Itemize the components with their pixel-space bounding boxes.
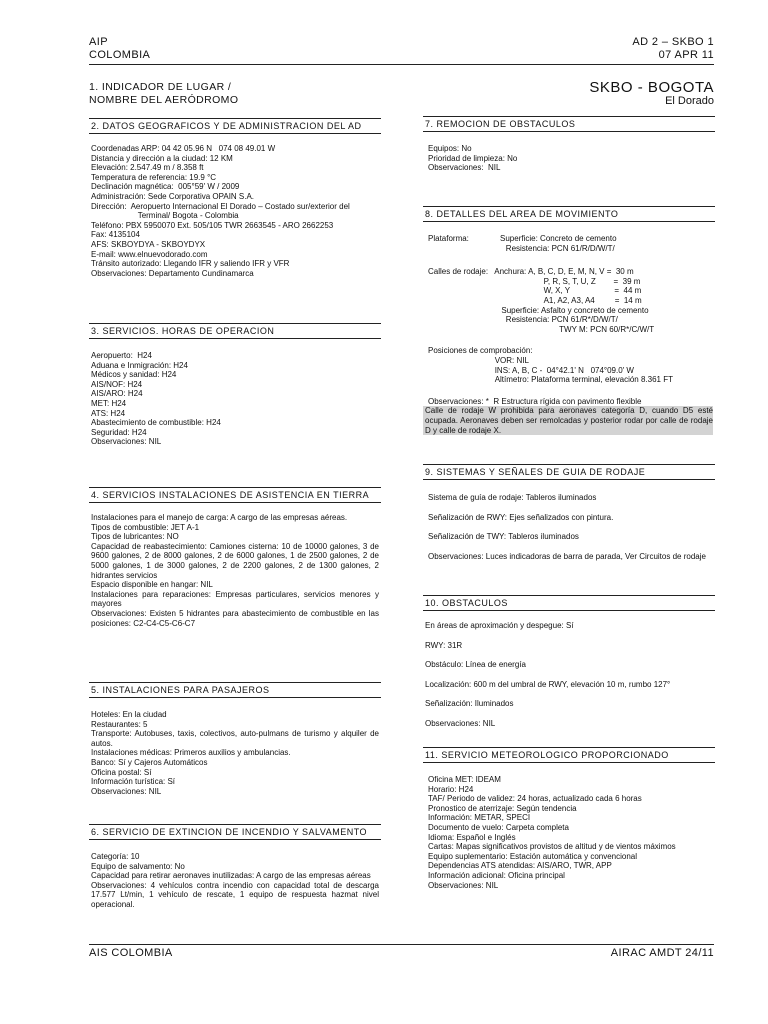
supplementary-equipment: Equipo suplementario: Estación automática y convencional	[428, 851, 638, 861]
section-9-title: 9. SISTEMAS Y SEÑALES DE GUIA DE RODAJE	[423, 464, 715, 480]
section-6	[89, 824, 381, 910]
section-5-remarks: Observaciones: NIL	[91, 786, 162, 796]
section-7	[423, 116, 715, 173]
section-4-title: 4. SERVICIOS INSTALACIONES DE ASISTENCIA EN TIERRA	[89, 487, 381, 503]
obstacle-location: Localización: 600 m del umbral de RWY, elevación 10 m, rumbo 127°	[425, 679, 671, 689]
section-8-remarks: Observaciones: * R Estructura rígida con pavimento flexible	[428, 396, 642, 406]
taxiway-m-strength: TWY M: PCN 60/R*/C/W/T	[428, 324, 655, 334]
footer-left: AIS COLOMBIA	[89, 947, 173, 959]
footer-rule	[89, 944, 714, 945]
section-9-remarks: Observaciones: Luces indicadoras de barra de parada, Ver Circuitos de rodaje	[428, 551, 706, 561]
section-2-title: 2. DATOS GEOGRAFICOS Y DE ADMINISTRACION DEL AD	[89, 118, 381, 134]
afs: AFS: SKBOYDYA - SKBOYDYX	[91, 239, 206, 249]
section-3-title: 3. SERVICIOS. HORAS DE OPERACION	[89, 323, 381, 339]
hangar-space: Espacio disponible en hangar: NIL	[91, 580, 213, 590]
cargo-handling: Instalaciones para el manejo de carga: A cargo de las empresas aéreas.	[91, 513, 348, 522]
rwy-markings: Señalización de RWY: Ejes señalizados con pintura.	[428, 512, 614, 522]
aerodrome-code: SKBO - BOGOTA	[589, 79, 714, 96]
header-left	[89, 36, 150, 62]
met-office: Oficina MET: IDEAM	[428, 775, 501, 784]
telephone: Teléfono: PBX 5950070 Ext. 505/105 TWR 2663545 - ARO 2662253	[91, 220, 334, 230]
section-7-remarks: Observaciones: NIL	[428, 163, 501, 173]
section-5-title: 5. INSTALACIONES PARA PASAJEROS	[89, 682, 381, 698]
section-11-body	[423, 763, 715, 890]
aerodrome-name: El Dorado	[665, 95, 714, 107]
apron-surface: Plataforma: Superficie: Concreto de cemento	[428, 234, 617, 243]
section-8-title: 8. DETALLES DEL AREA DE MOVIMIENTO	[423, 206, 715, 222]
location-indicator-heading	[89, 81, 238, 107]
hours-ais-nof: AIS/NOF: H24	[91, 379, 143, 389]
magnetic-declination: Declinación magnética: 005°59' W / 2009	[91, 182, 240, 192]
hours-medical: Médicos y sanidad: H24	[91, 370, 177, 380]
header-aip: AIP	[89, 36, 108, 48]
section-5-body	[89, 698, 381, 796]
approach-obstacles: En áreas de aproximación y despegue: Sí	[425, 621, 574, 630]
address-line2: Terminal/ Bogota - Colombia	[91, 211, 239, 221]
taxiway-w-restriction: Calle de rodaje W prohibida para aeronaves categoría D, cuando D5 esté ocupada. Aeronaves deben ser remolcadas y posterior rodar por calle de rodaje D y calle de rodaje X.	[425, 406, 716, 435]
section-11-title: 11. SERVICIO METEOROLOGICO PROPORCIONADO	[423, 747, 715, 763]
elevation: Elevación: 2.547.49 m / 8.358 ft	[91, 163, 204, 173]
aircraft-removal: Capacidad para retirar aeronaves inutilizadas: A cargo de las empresas aéreas	[91, 871, 371, 881]
location-indicator-line2: NOMBRE DEL AERÓDROMO	[89, 94, 239, 106]
section-4-remarks: Observaciones: Existen 5 hidrantes para abastecimiento de combustible en las posiciones: C2-C4-C5-C6-C7	[91, 608, 382, 628]
obstacle-marking: Señalización: Iluminados	[425, 699, 514, 709]
rescue-equipment: Equipo de salvamento: No	[91, 861, 185, 871]
taxi-guidance: Sistema de guía de rodaje: Tableros iluminados	[428, 493, 597, 502]
hours-met: MET: H24	[91, 398, 127, 408]
section-9	[423, 464, 715, 561]
cleaning-priority: Prioridad de limpieza: No	[428, 153, 518, 163]
taxiway-width-2: P, R, S, T, U, Z = 39 m	[428, 276, 641, 286]
ats-units-served: Dependencias ATS atendidas: AIS/ARO, TWR, APP	[428, 861, 612, 871]
section-10-title: 10. OBSTACULOS	[423, 595, 715, 611]
repair-facilities: Instalaciones para reparaciones: Empresas particulares, servicios menores y mayores	[91, 589, 382, 609]
section-7-body	[423, 132, 715, 173]
section-10	[423, 595, 715, 729]
checkpoints-heading: Posiciones de comprobación:	[428, 346, 533, 356]
section-10-body	[423, 611, 715, 729]
twy-markings: Señalización de TWY: Tableros iluminados	[428, 532, 579, 542]
section-4	[89, 487, 381, 628]
hours-airport: Aeropuerto: H24	[91, 351, 152, 360]
flight-documentation: Documento de vuelo: Carpeta completa	[428, 822, 569, 832]
bank: Banco: Sí y Cajeros Automáticos	[91, 757, 208, 767]
section-10-remarks: Observaciones: NIL	[425, 718, 496, 728]
email: E-mail: www.elnuevodorado.com	[91, 249, 208, 259]
obstacle-rwy: RWY: 31R	[425, 640, 463, 650]
obstacle-type: Obstáculo: Línea de energía	[425, 660, 526, 670]
taxiway-surface: Superficie: Asfalto y concreto de cemento	[428, 305, 649, 315]
checkpoint-ins: INS: A, B, C - 04°42.1' N 074°09.0' W	[428, 365, 634, 375]
header-rule	[89, 64, 714, 65]
arp-coordinates: Coordenadas ARP: 04 42 05.96 N 074 08 49.01 W	[91, 144, 276, 153]
lubricant-types: Tipos de lubricantes: NO	[91, 532, 179, 542]
additional-info: Información adicional: Oficina principal	[428, 870, 565, 880]
section-11	[423, 747, 715, 890]
header-right	[632, 36, 714, 62]
restaurants: Restaurantes: 5	[91, 719, 148, 729]
checkpoint-altimeter: Altímetro: Plataforma terminal, elevación 8.361 FT	[428, 375, 673, 385]
post-office: Oficina postal: Sí	[91, 767, 152, 777]
landing-forecast: Pronostico de aterrizaje: Según tendencia	[428, 803, 577, 813]
tourist-info: Información turística: Sí	[91, 777, 176, 787]
section-9-body	[423, 480, 715, 561]
fax: Fax: 4135104	[91, 230, 140, 240]
section-11-remarks: Observaciones: NIL	[428, 880, 499, 890]
taxiway-width-3: W, X, Y = 44 m	[428, 286, 642, 296]
charts: Cartas: Mapas significativos provistos de altitud y de vientos máximos	[428, 842, 676, 852]
footer-right: AIRAC AMDT 24/11	[610, 947, 714, 959]
section-6-remarks: Observaciones: 4 vehículos contra incendio con capacidad total de descarga 17.577 Lt/min, 1 vehículo de rescate, 1 equipo de respuesta hazmat nivel operacional.	[91, 880, 382, 909]
authorized-traffic: Tránsito autorizado: Llegando IFR y saliendo IFR y VFR	[91, 259, 290, 269]
section-6-title: 6. SERVICIO DE EXTINCION DE INCENDIO Y SALVAMENTO	[89, 824, 381, 840]
administration: Administración: Sede Corporativa OPAIN S.A.	[91, 191, 255, 201]
apron-strength: Resistencia: PCN 61/R/D/W/T/	[428, 243, 615, 253]
met-hours: Horario: H24	[428, 784, 474, 794]
transport: Transporte: Autobuses, taxis, colectivos, auto-pulmans de turismo y alquiler de autos.	[91, 729, 382, 748]
hours-security: Seguridad: H24	[91, 427, 147, 437]
section-2-body	[89, 134, 381, 278]
taxiway-width-4: A1, A2, A3, A4 = 14 m	[428, 295, 642, 305]
hotels: Hoteles: En la ciudad	[91, 710, 167, 719]
hours-ats: ATS: H24	[91, 408, 126, 418]
section-3-remarks: Observaciones: NIL	[91, 437, 162, 447]
section-3-body	[89, 339, 381, 447]
fuel-types: Tipos de combustible: JET A-1	[91, 522, 200, 532]
header-page-id: AD 2 – SKBO 1	[632, 36, 714, 48]
hours-ais-aro: AIS/ARO: H24	[91, 389, 143, 399]
section-3	[89, 323, 381, 447]
section-5	[89, 682, 381, 796]
removal-equipment: Equipos: No	[428, 144, 472, 153]
reference-temperature: Temperatura de referencia: 19.9 °C	[91, 172, 217, 182]
hours-fuel: Abastecimiento de combustible: H24	[91, 418, 221, 428]
medical-facilities: Instalaciones médicas: Primeros auxilios y ambulancias.	[91, 748, 291, 758]
rescue-category: Categoría: 10	[91, 852, 140, 861]
languages: Idioma: Español e Inglés	[428, 832, 516, 842]
taxiway-strength: Resistencia: PCN 61/R*/D/W/T/	[428, 315, 618, 325]
section-8-body	[423, 222, 715, 435]
section-4-body	[89, 503, 381, 628]
distance-direction: Distancia y dirección a la ciudad: 12 KM	[91, 153, 233, 163]
location-indicator-line1: 1. INDICADOR DE LUGAR /	[89, 81, 232, 93]
section-8	[423, 206, 715, 435]
section-2	[89, 118, 381, 278]
met-information: Información: METAR, SPECI	[428, 813, 531, 823]
section-2-remarks: Observaciones: Departamento Cundinamarca	[91, 268, 254, 278]
refuelling-capacity: Capacidad de reabastecimiento: Camiones cisterna: 10 de 10000 galones, 3 de 9600 galones, 2 de 8000 galones, 2 de 6000 galones, 1 de 2500 galones, 2 de 5000 galones, 1 de 3000 galones, 2 de 2200 galones, 2 de 1300 galones, 2 hidrantes servicios	[91, 541, 382, 580]
address-line1: Dirección: Aeropuerto Internacional El Dorado – Costado sur/exterior del	[91, 201, 350, 211]
section-7-title: 7. REMOCION DE OBSTACULOS	[423, 116, 715, 132]
hours-customs: Aduana e Inmigración: H24	[91, 360, 188, 370]
header-country: COLOMBIA	[89, 49, 151, 61]
taf-validity: TAF/ Periodo de validez: 24 horas, actualizado cada 6 horas	[428, 794, 642, 804]
taxiway-width-1: Calles de rodaje: Anchura: A, B, C, D, E, M, N, V = 30 m	[428, 267, 634, 277]
checkpoint-vor: VOR: NIL	[428, 355, 529, 365]
header-date: 07 APR 11	[658, 49, 714, 61]
section-6-body	[89, 840, 381, 910]
